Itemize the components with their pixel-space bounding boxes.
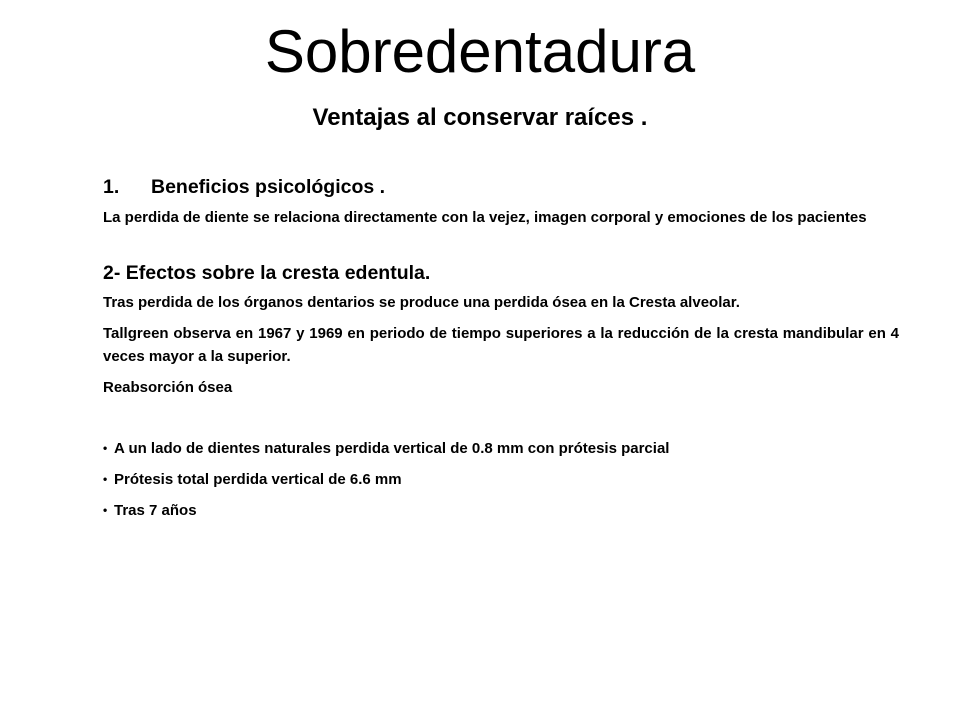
slide-title: Sobredentadura: [264, 18, 696, 85]
section-1-number: 1.: [103, 176, 120, 198]
slide-body: [103, 174, 899, 530]
bullet-icon: •: [103, 441, 108, 455]
bullet-item-2: [103, 468, 899, 491]
bullet-icon: •: [103, 503, 108, 517]
bullet-icon: •: [103, 472, 108, 486]
section-2-paragraph-3: Reabsorción ósea: [103, 379, 233, 396]
bullet-list: [103, 437, 899, 522]
bullet-item-3: [103, 499, 899, 522]
section-1-text: La perdida de diente se relaciona directamente con la vejez, imagen corporal y emociones de los pacientes: [103, 209, 867, 226]
section-1-heading-text: Beneficios psicológicos .: [151, 176, 386, 198]
bullet-item-1: [103, 437, 899, 460]
section-2-paragraph-2: Tallgreen observa en 1967 y 1969 en periodo de tiempo superiores a la reducción de la cresta mandibular en 4 veces mayor a la superior.: [103, 325, 899, 365]
section-1-heading: [103, 174, 899, 200]
section-2-heading: 2- Efectos sobre la cresta edentula.: [103, 262, 431, 284]
slide-subtitle: Ventajas al conservar raíces .: [312, 104, 648, 131]
bullet-text-2: Prótesis total perdida vertical de 6.6 mm: [114, 471, 402, 488]
bullet-text-3: Tras 7 años: [114, 502, 197, 519]
section-2-paragraph-1: Tras perdida de los órganos dentarios se produce una perdida ósea en la Cresta alveolar.: [103, 294, 740, 311]
bullet-text-1: A un lado de dientes naturales perdida vertical de 0.8 mm con prótesis parcial: [114, 440, 670, 457]
